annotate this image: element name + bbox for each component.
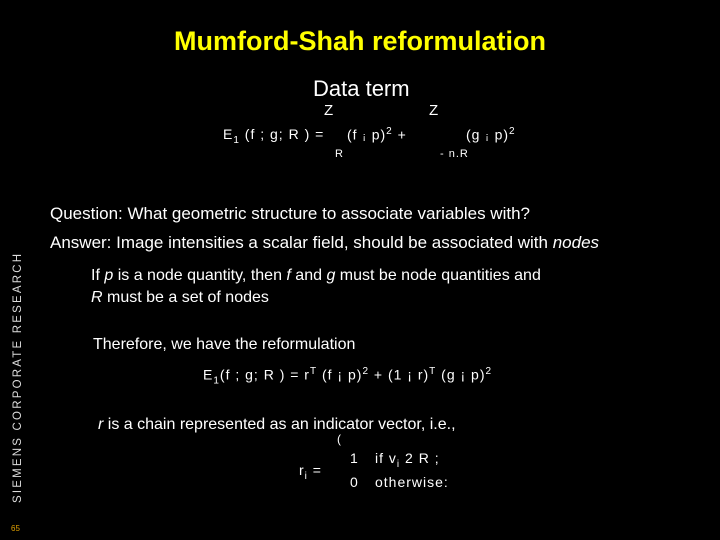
sidebar-brand-text: SIEMENS CORPORATE RESEARCH — [12, 251, 24, 503]
page-number: 65 — [11, 524, 20, 533]
eq1-term2: (g ¡ p)$^2$ — [466, 126, 516, 143]
eq3-lhs: $r_i$ = — [299, 462, 322, 482]
slide-title: Mumford-Shah reformulation — [174, 26, 546, 56]
slide-subtitle: Data term — [313, 76, 410, 101]
node-quantity-line-2: R must be a set of nodes — [91, 289, 269, 306]
question-text: Question: What geometric structure to associate variables with? — [50, 204, 530, 223]
case-2-value: 0 — [350, 474, 359, 490]
case-1-condition: if $v_i$ 2 R ; — [375, 450, 440, 470]
chain-indicator-text: r is a chain represented as an indicator vector, i.e., — [98, 416, 456, 433]
integral-limit-2: - n.R — [440, 148, 469, 160]
integral-limit-1: R — [335, 148, 344, 160]
brace: ( — [337, 432, 342, 446]
eq1-term1: (f ¡ p)$^2$ + — [347, 126, 407, 143]
node-quantity-line-1: If p is a node quantity, then f and g must be node quantities and — [91, 267, 541, 284]
case-2-condition: otherwise: — [375, 474, 449, 490]
case-1-value: 1 — [350, 450, 359, 466]
therefore-text: Therefore, we have the reformulation — [93, 336, 356, 353]
integral-sign-1: Z — [324, 102, 335, 119]
answer-text: Answer: Image intensities a scalar field, should be associated with nodes — [50, 233, 600, 252]
integral-sign-2: Z — [429, 102, 440, 119]
eq1-lhs: $E_1$ (f ; g; R ) = — [223, 126, 325, 146]
reformulation-equation: $E_1(f$ ; g; R ) = $r^T$ (f ¡ p)$^2$ + (1 ¡ r)$^T$ (g ¡ p)$^2$ — [203, 366, 493, 387]
